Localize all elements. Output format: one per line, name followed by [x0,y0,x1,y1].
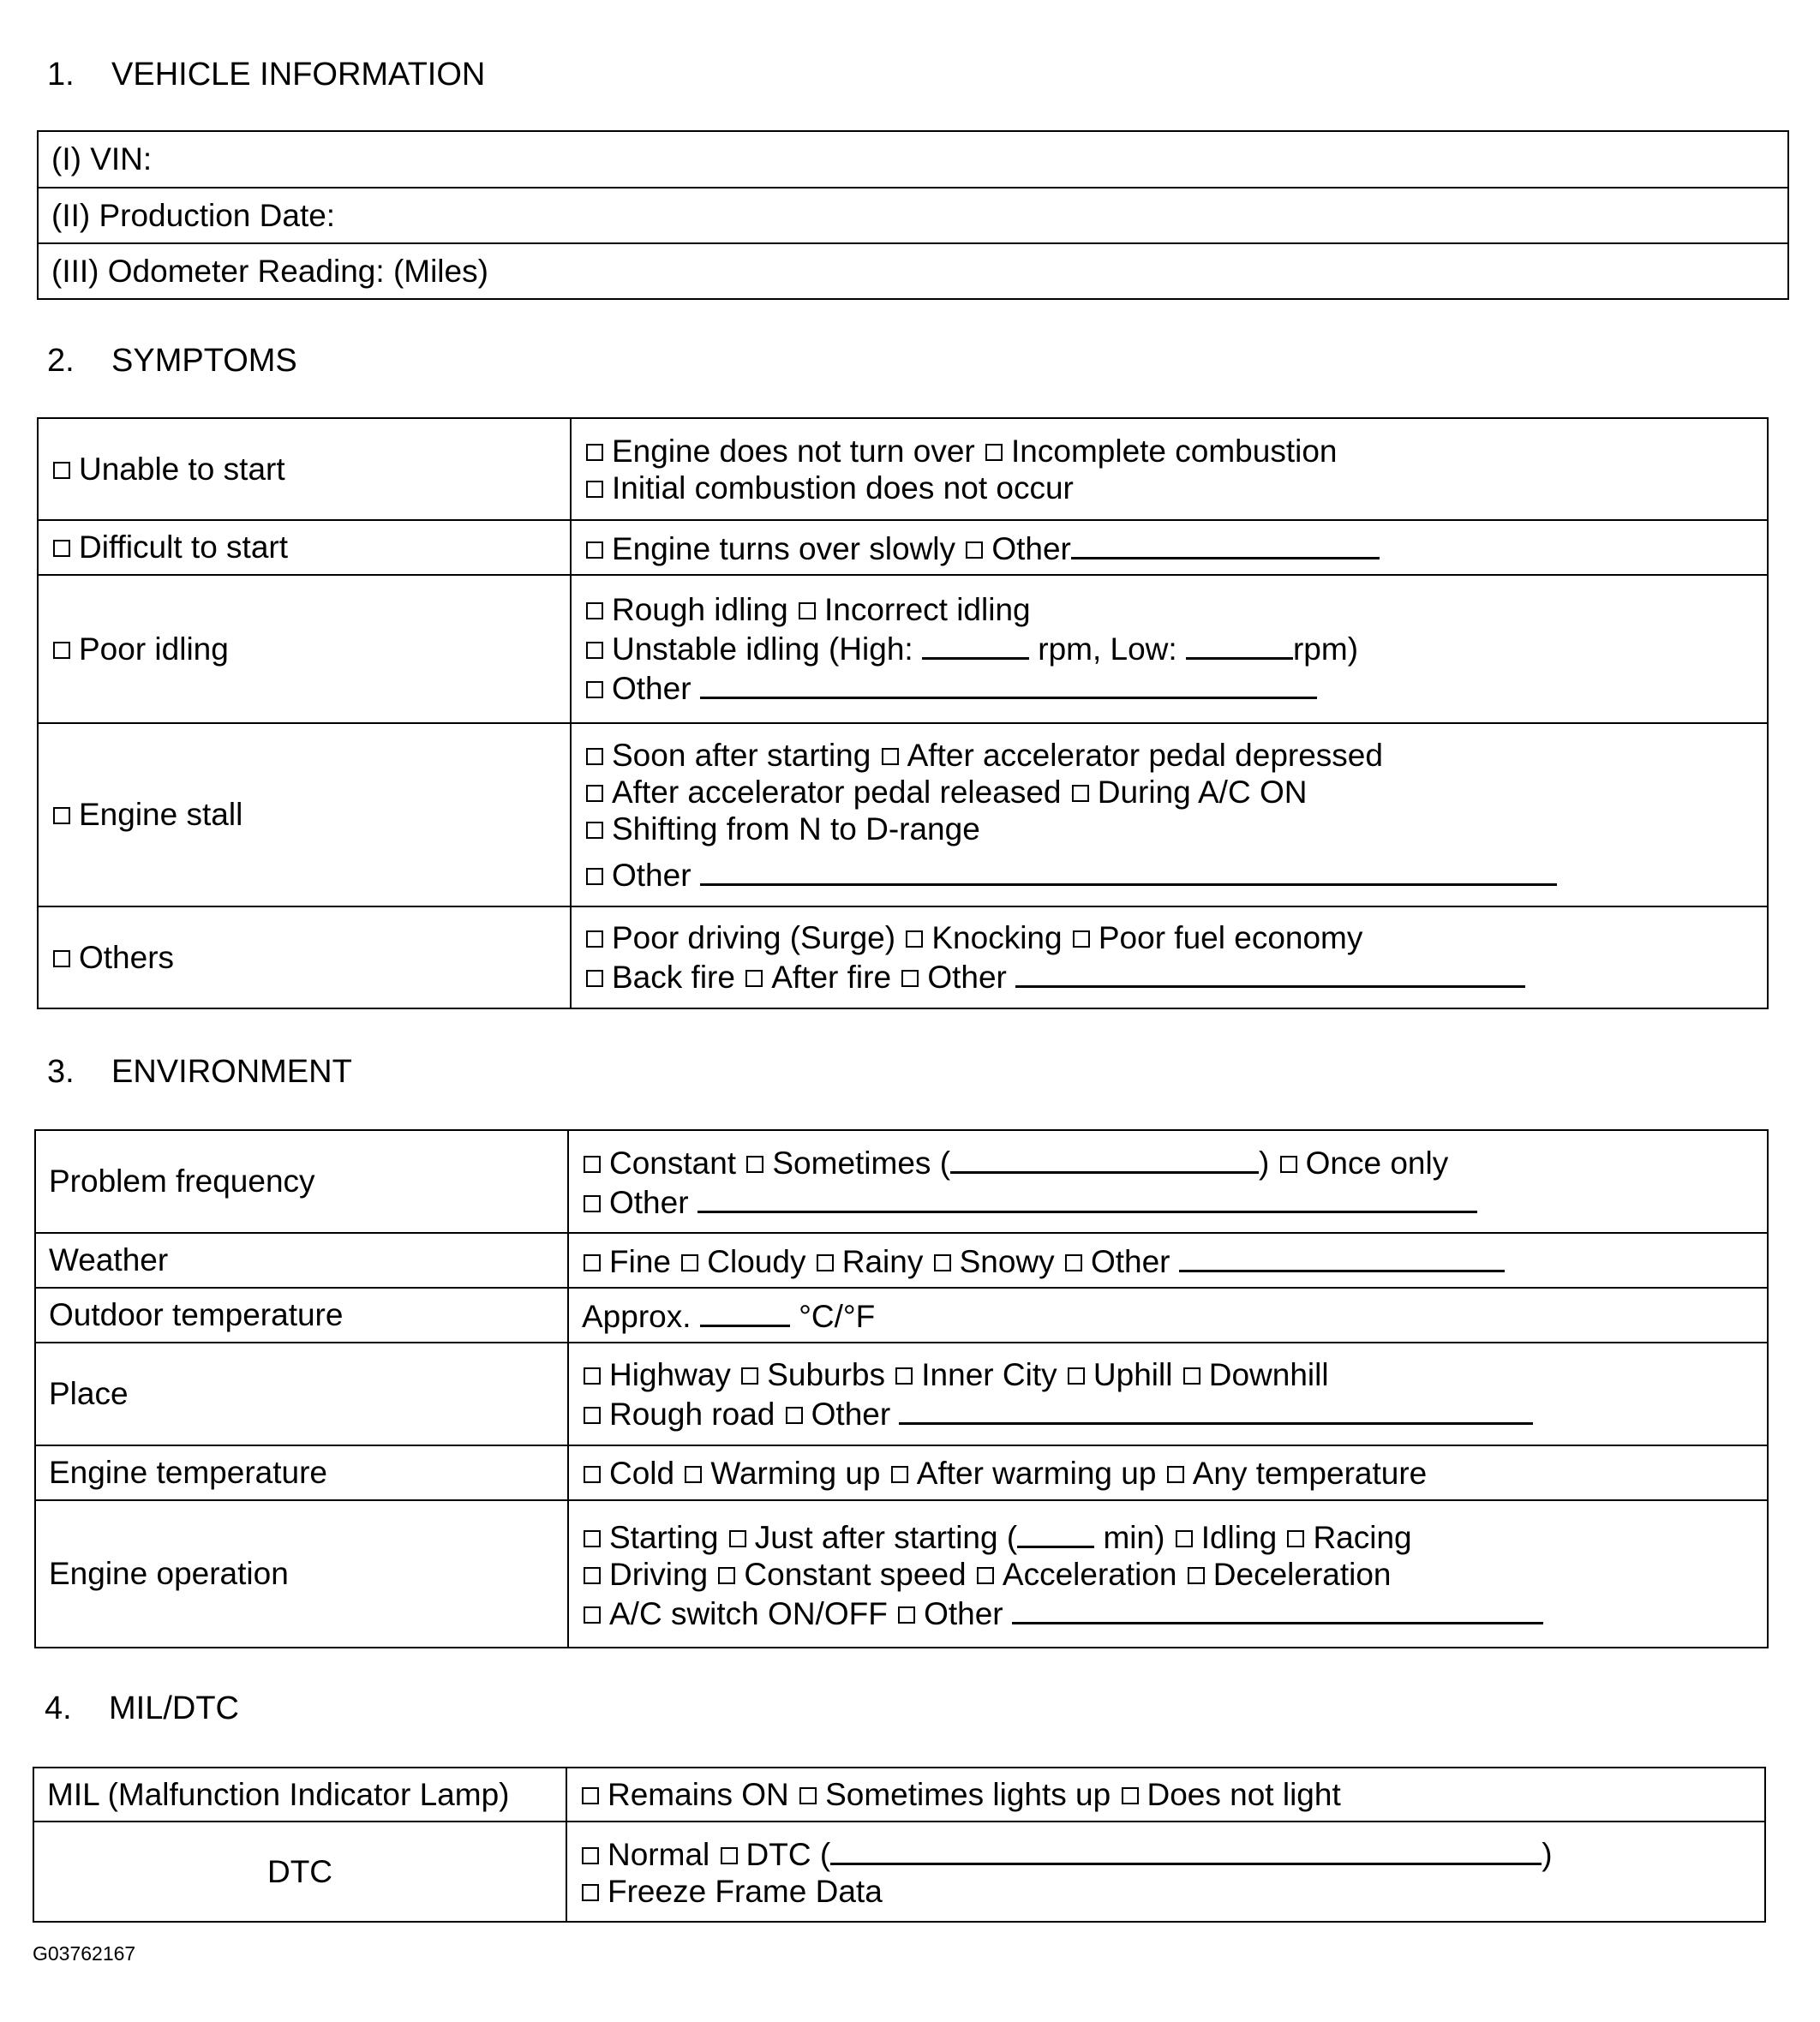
option-text: Unstable idling (High: [612,631,913,667]
checkbox[interactable] [1287,1530,1304,1547]
option-text: Initial combustion does not occur [612,470,1074,506]
symptom-label[interactable] [38,723,571,906]
option-text: Warming up [710,1455,881,1491]
blank-line[interactable] [1017,1516,1094,1548]
checkbox[interactable] [584,1156,601,1173]
option-text: Rough idling [612,592,788,627]
checkbox[interactable] [906,930,923,948]
checkbox[interactable] [584,1606,601,1624]
checkbox[interactable] [584,1367,601,1385]
table-row [35,1130,1768,1233]
option-text: Other [612,857,691,893]
checkbox[interactable] [898,1606,915,1624]
env-options [568,1233,1768,1288]
blank-line[interactable] [1071,528,1380,559]
symptoms-table [37,417,1769,1009]
table-row [38,575,1768,723]
checkbox[interactable] [53,950,70,967]
option-text: Poor driving (Surge) [612,920,896,955]
checkbox[interactable] [584,1195,601,1212]
section-number: 2. [47,343,75,379]
section-title: MIL/DTC [109,1690,239,1726]
option-text: Rainy [841,1244,924,1279]
option-text: Racing [1313,1519,1412,1555]
option-text: Acceleration [1002,1556,1177,1592]
checkbox[interactable] [746,1156,763,1173]
option-text: Constant [609,1146,737,1181]
option-text: Driving [609,1556,709,1592]
option-text: A/C switch ON/OFF [609,1595,888,1631]
option-text: Incomplete combustion [1011,433,1338,469]
option-text: Rough road [609,1396,775,1432]
checkbox[interactable] [586,481,603,498]
checkbox[interactable] [586,748,603,765]
label-text: Difficult to start [79,529,289,565]
option-text: After fire [771,960,892,995]
checkbox[interactable] [584,1567,601,1584]
checkbox[interactable] [586,541,603,559]
checkbox[interactable] [934,1254,951,1271]
checkbox[interactable] [582,1847,599,1864]
checkbox[interactable] [681,1254,698,1271]
option-text: Suburbs [767,1356,885,1392]
blank-line[interactable] [830,1834,1542,1865]
production-date-field[interactable]: (II) Production Date: [38,188,1788,243]
option-text: Sometimes lights up [825,1777,1111,1812]
symptom-options [571,906,1768,1008]
checkbox[interactable] [1072,785,1089,802]
option-text: Inner City [921,1356,1057,1392]
mil-label: MIL (Malfunction Indicator Lamp) [33,1768,566,1822]
option-text: Normal [608,1837,710,1872]
table-row [35,1288,1768,1343]
option-text: ) [1259,1146,1270,1181]
option-text: °C/°F [799,1299,876,1334]
checkbox[interactable] [584,1466,601,1483]
checkbox[interactable] [718,1567,735,1584]
checkbox[interactable] [799,1787,817,1804]
vehicle-info-table [37,130,1789,300]
checkbox[interactable] [586,602,603,619]
checkbox[interactable] [586,930,603,948]
checkbox[interactable] [1073,930,1090,948]
option-text: min) [1103,1519,1165,1555]
table-row [38,906,1768,1008]
checkbox[interactable] [1068,1367,1085,1385]
option-text: Incorrect idling [824,592,1031,627]
symptom-options [571,575,1768,723]
dtc-label: DTC [33,1822,566,1922]
checkbox[interactable] [817,1254,834,1271]
option-text: Deceleration [1212,1556,1392,1592]
option-text: Other [1090,1244,1170,1279]
checkbox[interactable] [977,1567,994,1584]
section-2-heading [47,343,297,380]
checkbox[interactable] [895,1367,913,1385]
option-text: Other [924,1595,1003,1631]
option-text: Highway [609,1356,731,1392]
option-text: Other [612,671,691,706]
label-text: Poor idling [79,631,229,667]
option-text: Shifting from N to D-range [612,811,980,846]
env-label: Place [35,1343,568,1445]
option-text: Fine [609,1244,671,1279]
option-text: Other [927,960,1007,995]
symptom-label[interactable] [38,575,571,723]
checkbox[interactable] [584,1530,601,1547]
table-row [33,1822,1765,1922]
checkbox[interactable] [1188,1567,1205,1584]
checkbox[interactable] [1183,1367,1200,1385]
option-text: During A/C ON [1097,774,1308,810]
checkbox[interactable] [586,642,603,659]
mil-dtc-table [33,1767,1766,1923]
checkbox[interactable] [685,1466,702,1483]
option-text: Engine does not turn over [612,433,975,469]
checkbox[interactable] [584,1254,601,1271]
option-text: Approx. [582,1299,691,1334]
label-text: Engine stall [79,797,243,832]
env-options [568,1500,1768,1648]
checkbox[interactable] [586,868,603,885]
option-text: Once only [1305,1146,1449,1181]
mil-options [566,1768,1765,1822]
section-title: SYMPTOMS [111,343,297,379]
option-text: Cloudy [707,1244,806,1279]
symptom-options [571,418,1768,520]
option-text: After accelerator pedal released [612,774,1062,810]
option-text: Idling [1200,1519,1278,1555]
checkbox[interactable] [1280,1156,1297,1173]
option-text: Constant speed [744,1556,967,1592]
checkbox[interactable] [53,642,70,659]
option-text: Soon after starting [612,737,871,773]
checkbox[interactable] [586,822,603,839]
blank-line[interactable] [1186,628,1293,660]
checkbox[interactable] [786,1407,803,1424]
option-text: Just after starting ( [754,1519,1018,1555]
checkbox[interactable] [582,1787,599,1804]
section-number: 1. [47,57,75,93]
env-label: Engine temperature [35,1445,568,1500]
checkbox[interactable] [586,444,603,461]
blank-line[interactable] [700,854,1557,886]
blank-line[interactable] [1012,1593,1543,1624]
section-title: VEHICLE INFORMATION [111,57,486,93]
symptom-label[interactable] [38,906,571,1008]
blank-line[interactable] [700,667,1317,699]
env-options [568,1130,1768,1233]
checkbox[interactable] [53,462,70,479]
checkbox[interactable] [891,1466,908,1483]
option-text: Does not light [1146,1777,1341,1812]
checkbox[interactable] [53,807,70,824]
checkbox[interactable] [586,681,603,698]
checkbox[interactable] [1167,1466,1184,1483]
option-text: Other [609,1185,689,1220]
blank-line[interactable] [950,1142,1259,1174]
checkbox[interactable] [582,1884,599,1901]
option-text: Back fire [612,960,735,995]
symptom-options [571,723,1768,906]
option-text: After warming up [916,1455,1157,1491]
option-text: Snowy [959,1244,1055,1279]
option-text: DTC ( [745,1837,831,1872]
table-row [35,1500,1768,1648]
blank-line[interactable] [899,1393,1533,1425]
section-4-heading [45,1690,239,1727]
section-number: 4. [45,1690,72,1726]
option-text: Other [991,531,1071,566]
checkbox[interactable] [741,1367,758,1385]
section-3-heading [47,1054,352,1091]
env-options [568,1343,1768,1445]
table-row [38,418,1768,520]
checkbox[interactable] [799,602,816,619]
env-label: Engine operation [35,1500,568,1648]
checkbox[interactable] [53,540,70,557]
section-1-heading [47,57,485,93]
blank-line[interactable] [1179,1241,1505,1272]
odometer-field[interactable]: (III) Odometer Reading: (Miles) [38,243,1788,299]
env-options [568,1288,1768,1343]
checkbox[interactable] [901,970,919,987]
env-options [568,1445,1768,1500]
option-text: rpm, Low: [1038,631,1177,667]
env-label: Weather [35,1233,568,1288]
table-row [35,1233,1768,1288]
option-text: Downhill [1208,1356,1329,1392]
option-text: Sometimes ( [772,1146,951,1181]
symptom-label[interactable] [38,520,571,575]
option-text: Cold [609,1455,675,1491]
checkbox[interactable] [721,1847,738,1864]
table-row [33,1768,1765,1822]
option-text: Freeze Frame Data [608,1874,883,1909]
option-text: ) [1542,1837,1553,1872]
env-label: Problem frequency [35,1130,568,1233]
checkbox[interactable] [584,1407,601,1424]
env-label: Outdoor temperature [35,1288,568,1343]
option-text: Poor fuel economy [1098,920,1363,955]
option-text: Knocking [931,920,1063,955]
checkbox[interactable] [1176,1530,1193,1547]
checkbox[interactable] [586,785,603,802]
section-title: ENVIRONMENT [111,1054,352,1090]
checkbox[interactable] [745,970,763,987]
section-number: 3. [47,1054,75,1090]
checkbox[interactable] [1065,1254,1082,1271]
symptom-options [571,520,1768,575]
option-text: Uphill [1093,1356,1173,1392]
label-text: Unable to start [79,451,285,487]
option-text: Any temperature [1192,1455,1428,1491]
vin-field[interactable]: (I) VIN: [38,131,1788,188]
symptom-label[interactable] [38,418,571,520]
option-text: Other [811,1396,891,1432]
checkbox[interactable] [966,541,983,559]
option-text: After accelerator pedal depressed [907,737,1383,773]
checkbox[interactable] [882,748,899,765]
option-text: rpm) [1292,631,1359,667]
option-text: Engine turns over slowly [612,531,956,566]
table-row [35,1343,1768,1445]
option-text: Starting [609,1519,719,1555]
checkbox[interactable] [586,970,603,987]
table-row [35,1445,1768,1500]
blank-line[interactable] [922,628,1029,660]
table-row [38,723,1768,906]
label-text: Others [79,939,175,975]
blank-line[interactable] [697,1181,1477,1213]
checkbox[interactable] [985,444,1003,461]
blank-line[interactable] [700,1295,790,1327]
table-row [38,520,1768,575]
option-text: Remains ON [608,1777,789,1812]
dtc-options [566,1822,1765,1922]
checkbox[interactable] [1122,1787,1139,1804]
checkbox[interactable] [729,1530,746,1547]
blank-line[interactable] [1015,956,1525,988]
environment-table [34,1129,1769,1648]
figure-id: G03762167 [33,1942,136,1965]
